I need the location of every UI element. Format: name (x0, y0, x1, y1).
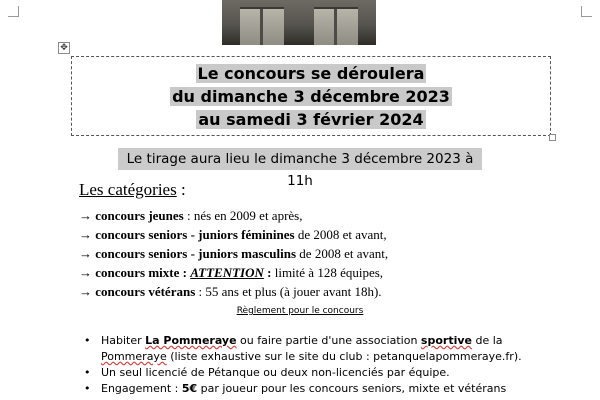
rule-item: • Un seul licencié de Pétanque ou deux non-licenciés par équipe. (84, 366, 450, 379)
dates-line-1: Le concours se déroulera (197, 64, 425, 83)
categories-heading: Les catégories : (79, 180, 186, 199)
photo-door-left (240, 7, 284, 45)
arrow-icon: → (79, 208, 92, 223)
rules-list (84, 333, 544, 397)
category-item: → concours seniors - juniors masculins de 2008 et avant, (79, 246, 389, 261)
category-item: → concours vétérans : 55 ans et plus (à jouer avant 18h). (79, 284, 382, 299)
categories-list (79, 206, 499, 301)
arrow-icon: → (79, 265, 92, 280)
page-margin-corner-top-right (581, 6, 592, 17)
rule-item: • Engagement : 5€ par joueur pour les concours seniors, mixte et vétérans (84, 382, 507, 395)
category-item: → concours jeunes : nés en 2009 et après, (79, 208, 303, 223)
arrow-icon: → (79, 284, 92, 299)
bullet-icon: • (84, 334, 91, 347)
category-item: → concours mixte : ATTENTION : limité à 128 équipes, (79, 265, 384, 280)
photo-door-right (314, 7, 358, 45)
bullet-icon: • (84, 366, 91, 379)
draw-date-line: Le tirage aura lieu le dimanche 3 décembre 2023 à 11h (118, 148, 482, 170)
header-photo (222, 0, 376, 45)
dates-text-box[interactable] (71, 56, 551, 136)
page-margin-corner-top-left (8, 6, 19, 17)
rules-heading: Règlement pour le concours (236, 306, 364, 316)
dates-line-2: du dimanche 3 décembre 2023 (172, 87, 450, 106)
arrow-icon: → (79, 227, 92, 242)
resize-handle[interactable] (549, 134, 556, 141)
rule-item: • Habiter La Pommeraye ou faire partie d'une association sportive de la Pommeraye (liste exhaustive sur le site du club : petanquelapommeraye.fr). (84, 334, 522, 363)
dates-line-3: au samedi 3 février 2024 (198, 110, 424, 129)
arrow-icon: → (79, 246, 92, 261)
category-item: → concours seniors - juniors féminines de 2008 et avant, (79, 227, 387, 242)
move-handle-icon[interactable]: ✥ (58, 42, 70, 54)
bullet-icon: • (84, 382, 91, 395)
